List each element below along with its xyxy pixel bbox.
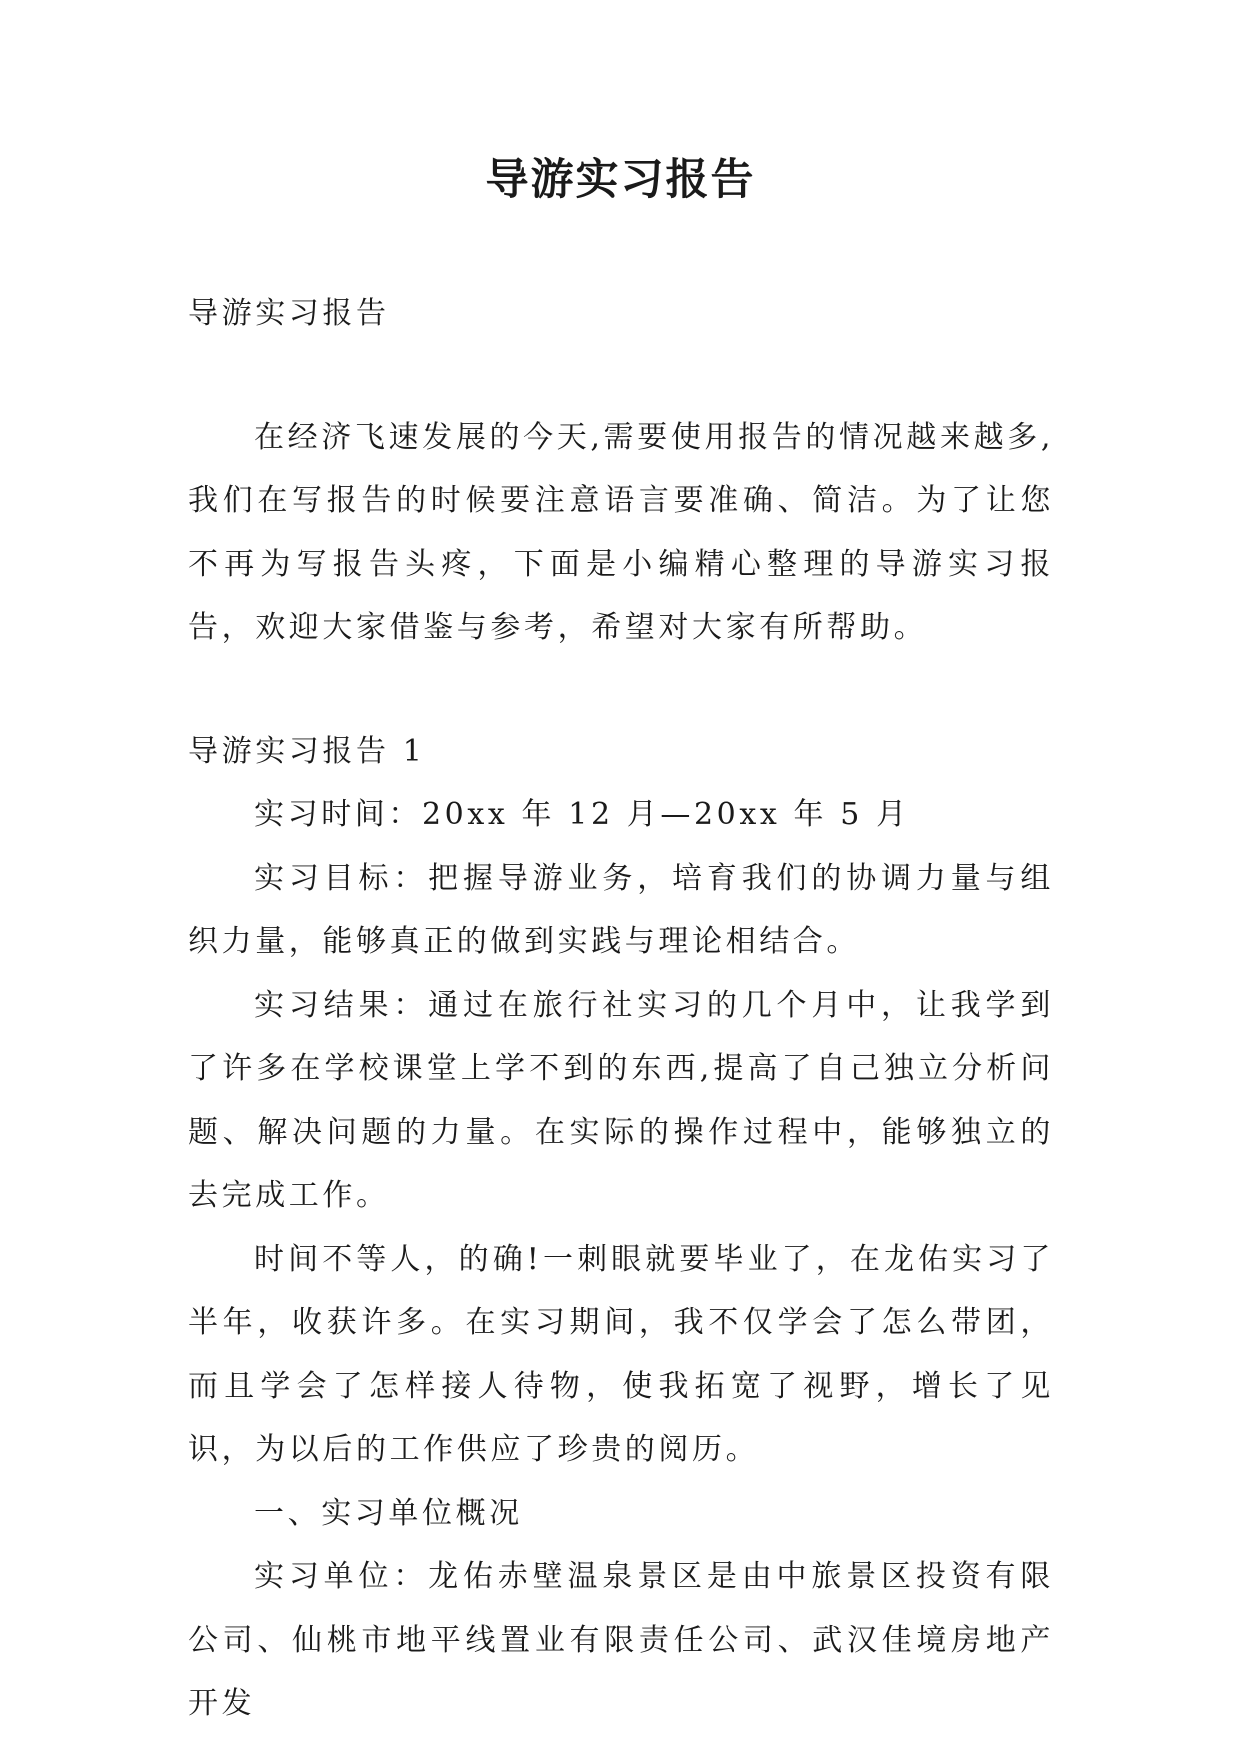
- intro-paragraph: 在经济飞速发展的今天,需要使用报告的情况越来越多,我们在写报告的时候要注意语言要准确、简洁。为了让您不再为写报告头疼，下面是小编精心整理的导游实习报告，欢迎大家借鉴与参考，希望对大家有所帮助。: [188, 419, 1054, 645]
- internship-result-paragraph: 实习结果：通过在旅行社实习的几个月中，让我学到了许多在学校课堂上学不到的东西,提高了自己独立分析问题、解决问题的力量。在实际的操作过程中，能够独立的去完成工作。: [188, 987, 1054, 1213]
- document-body: [188, 290, 1054, 1736]
- section-heading: 导游实习报告 1: [188, 733, 426, 769]
- internship-unit-paragraph: 实习单位：龙佑赤壁温泉景区是由中旅景区投资有限公司、仙桃市地平线置业有限责任公司、武汉佳境房地产开发: [188, 1559, 1054, 1721]
- document-subtitle: 导游实习报告: [188, 296, 390, 331]
- reflection-paragraph: 时间不等人，的确!一刺眼就要毕业了，在龙佑实习了半年，收获许多。在实习期间，我不仅学会了怎么带团，而且学会了怎样接人待物，使我拓宽了视野，增长了见识，为以后的工作供应了珍贵的阅历。: [188, 1241, 1054, 1467]
- section-one-heading: 一、实习单位概况: [254, 1495, 523, 1531]
- internship-goal-paragraph: 实习目标：把握导游业务，培育我们的协调力量与组织力量，能够真正的做到实践与理论相结合。: [188, 860, 1054, 959]
- internship-period-paragraph: 实习时间：20xx 年 12 月—20xx 年 5 月: [254, 797, 910, 832]
- document-title: 导游实习报告: [485, 155, 756, 205]
